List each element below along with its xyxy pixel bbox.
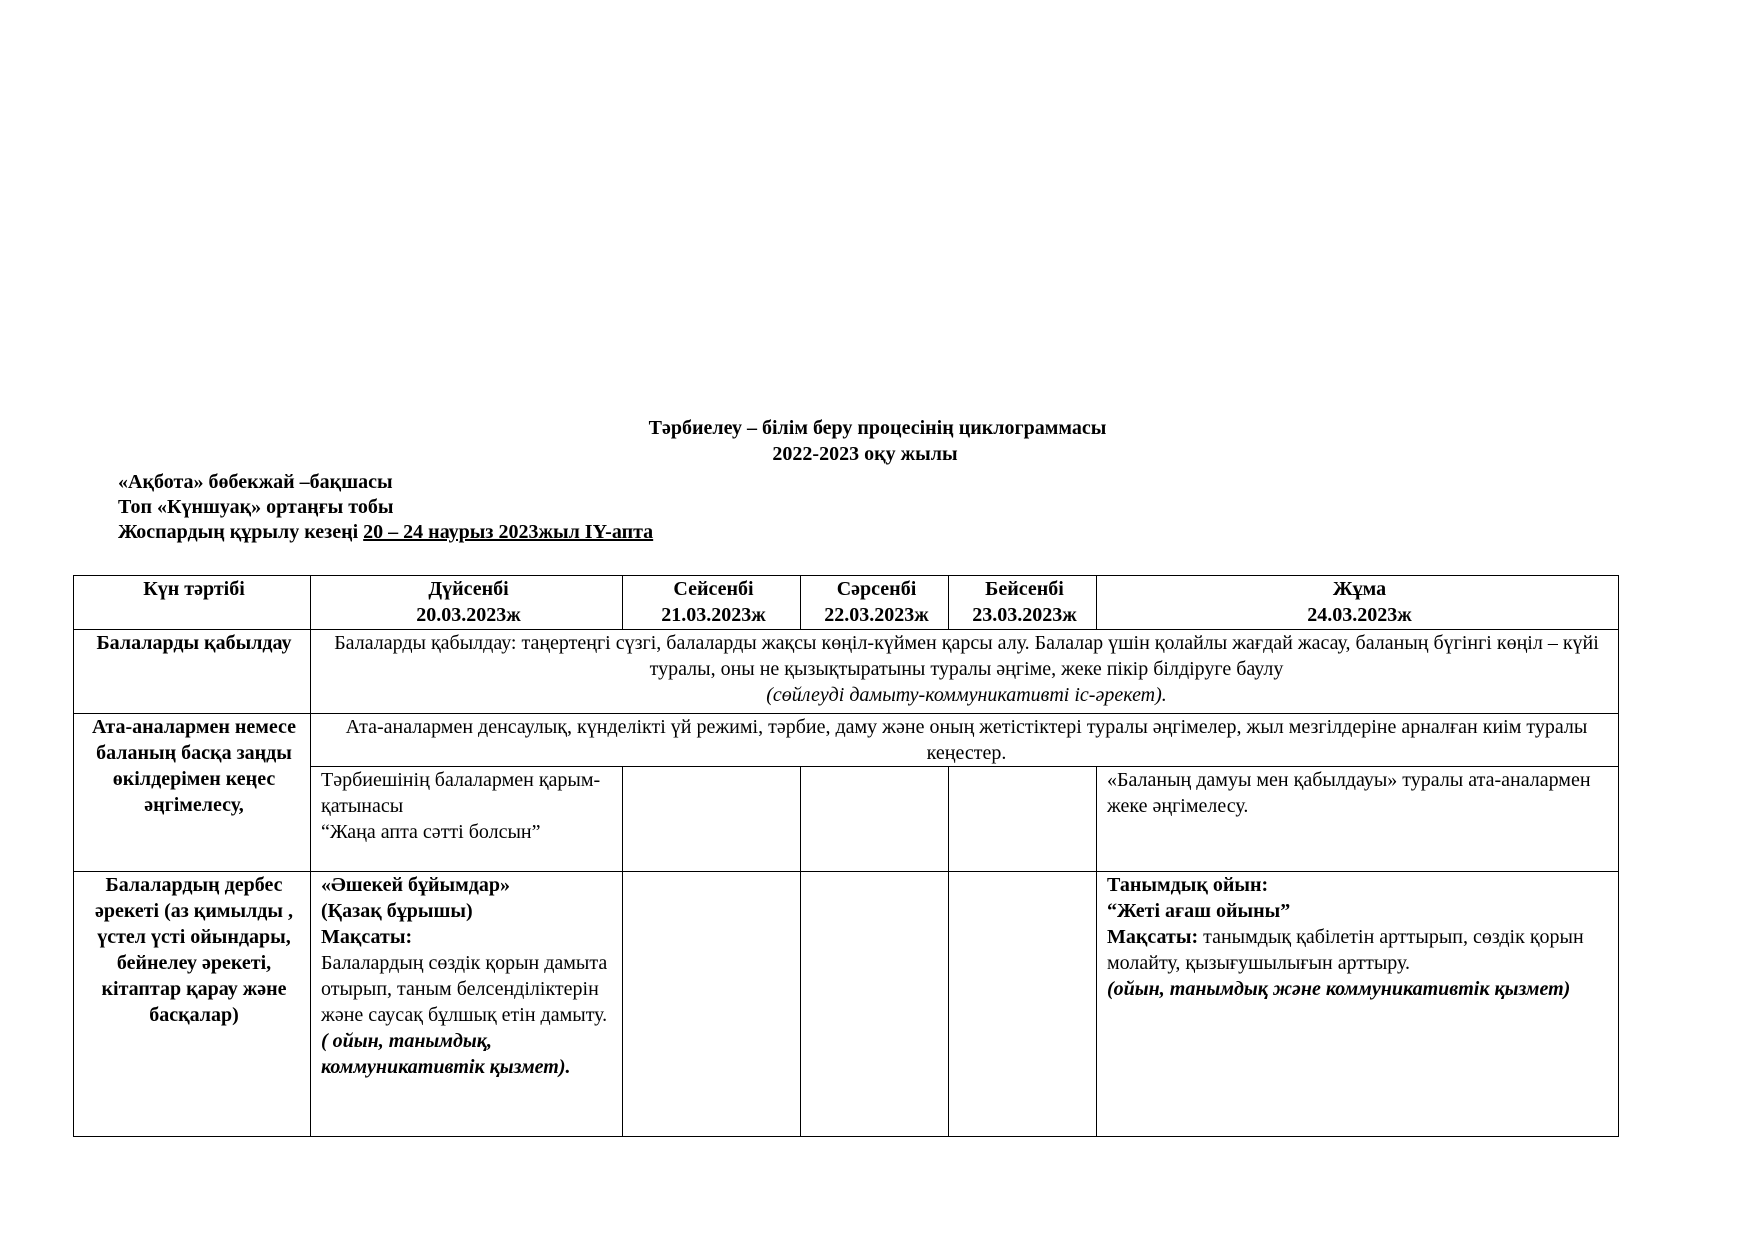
activity-friday-note: (ойын, танымдық және коммуникативтік қызмет) bbox=[1107, 978, 1571, 1000]
document-title bbox=[0, 415, 1755, 467]
document-info bbox=[118, 470, 653, 545]
header-friday bbox=[1097, 576, 1619, 630]
table-row-reception bbox=[74, 630, 1619, 714]
plan-period bbox=[118, 520, 653, 545]
parents-thursday bbox=[949, 767, 1097, 872]
kindergarten-name: «Ақбота» бөбекжай –бақшасы bbox=[118, 471, 393, 493]
title-line-2: 2022-2023 оқу жылы bbox=[772, 443, 958, 465]
day-date: 20.03.2023ж bbox=[416, 604, 521, 626]
parents-monday bbox=[311, 767, 623, 872]
period-label: Жоспардың құрылу кезеңі bbox=[118, 521, 364, 543]
activity-friday-title: Танымдық ойын: bbox=[1107, 874, 1269, 896]
day-date: 21.03.2023ж bbox=[661, 604, 766, 626]
activity-monday-goal-label: Мақсаты: bbox=[321, 926, 413, 948]
day-name: Сәрсенбі bbox=[836, 578, 917, 600]
day-name: Жұма bbox=[1332, 578, 1387, 600]
title-line-1: Тәрбиелеу – білім беру процесінің циклограммасы bbox=[648, 417, 1107, 439]
table-header-row bbox=[74, 576, 1619, 630]
activity-monday-note: ( ойын, танымдық, коммуникативтік қызмет). bbox=[321, 1030, 571, 1078]
row-label-reception: Балаларды қабылдау bbox=[74, 630, 311, 714]
parents-tuesday bbox=[623, 767, 801, 872]
activity-friday bbox=[1097, 872, 1619, 1137]
activity-friday-goal-line bbox=[1107, 924, 1612, 976]
header-regime: Күн тәртібі bbox=[74, 576, 311, 630]
activity-tuesday bbox=[623, 872, 801, 1137]
header-monday bbox=[311, 576, 623, 630]
day-date: 24.03.2023ж bbox=[1307, 604, 1412, 626]
day-name: Бейсенбі bbox=[985, 578, 1064, 600]
parents-monday-quote: “Жаңа апта сәтті болсын” bbox=[321, 821, 541, 843]
row-label-activity: Балалардың дербес әрекеті (аз қимылды , үстел үсті ойындары, бейнелеу әрекеті, кітаптар қарау және басқалар) bbox=[74, 872, 311, 1137]
reception-note: (сөйлеуді дамыту-коммуникативті іс-әрекет). bbox=[766, 684, 1167, 706]
day-date: 23.03.2023ж bbox=[972, 604, 1077, 626]
activity-monday-goal: Балалардың сөздік қорын дамыта отырып, таным белсенділіктерін және саусақ бұлшық етін дамыту. bbox=[321, 952, 608, 1026]
activity-thursday bbox=[949, 872, 1097, 1137]
activity-friday-subtitle: “Жеті ағаш ойыны” bbox=[1107, 900, 1291, 922]
header-wednesday bbox=[801, 576, 949, 630]
day-date: 22.03.2023ж bbox=[824, 604, 929, 626]
day-name: Дүйсенбі bbox=[428, 578, 509, 600]
schedule-table bbox=[73, 575, 1619, 1137]
group-name: Топ «Күншуақ» ортаңғы тобы bbox=[118, 496, 394, 518]
activity-monday-title: «Әшекей бұйымдар» bbox=[321, 874, 510, 896]
header-tuesday bbox=[623, 576, 801, 630]
activity-wednesday bbox=[801, 872, 949, 1137]
day-name: Сейсенбі bbox=[673, 578, 754, 600]
period-value: 20 – 24 наурыз 2023жыл IY-апта bbox=[363, 521, 654, 543]
table-row-parents bbox=[74, 714, 1619, 767]
parents-monday-text: Тәрбиешінің балалармен қарым-қатынасы bbox=[321, 769, 601, 817]
reception-description: Балаларды қабылдау: таңертеңгі сүзгі, балаларды жақсы көңіл-күймен қарсы алу. Балалар үшін қолайлы жағдай жасау, баланың бүгінгі көңіл – күйі туралы, оны не қызықтыратыны туралы әңгіме, жеке пікір білдіруге баулу bbox=[334, 632, 1599, 680]
table-row-activity bbox=[74, 872, 1619, 1137]
parents-common-text: Ата-аналармен денсаулық, күнделікті үй режимі, тәрбие, даму және оның жетістіктері туралы әңгімелер, жыл мезгілдеріне арналған киім туралы кеңестер. bbox=[311, 714, 1619, 767]
header-thursday bbox=[949, 576, 1097, 630]
parents-friday: «Баланың дамуы мен қабылдауы» туралы ата-аналармен жеке әңгімелесу. bbox=[1097, 767, 1619, 872]
activity-friday-goal: танымдық қабілетін арттырып, сөздік қорын молайту, қызығушылығын арттыру. bbox=[1107, 926, 1584, 974]
activity-friday-goal-label: Мақсаты: bbox=[1107, 926, 1199, 948]
row-label-parents: Ата-аналармен немесе баланың басқа заңды өкілдерімен кеңес әңгімелесу, bbox=[74, 714, 311, 872]
parents-wednesday bbox=[801, 767, 949, 872]
activity-monday-subtitle: (Қазақ бұрышы) bbox=[321, 900, 473, 922]
reception-text bbox=[311, 630, 1619, 714]
activity-monday bbox=[311, 872, 623, 1137]
